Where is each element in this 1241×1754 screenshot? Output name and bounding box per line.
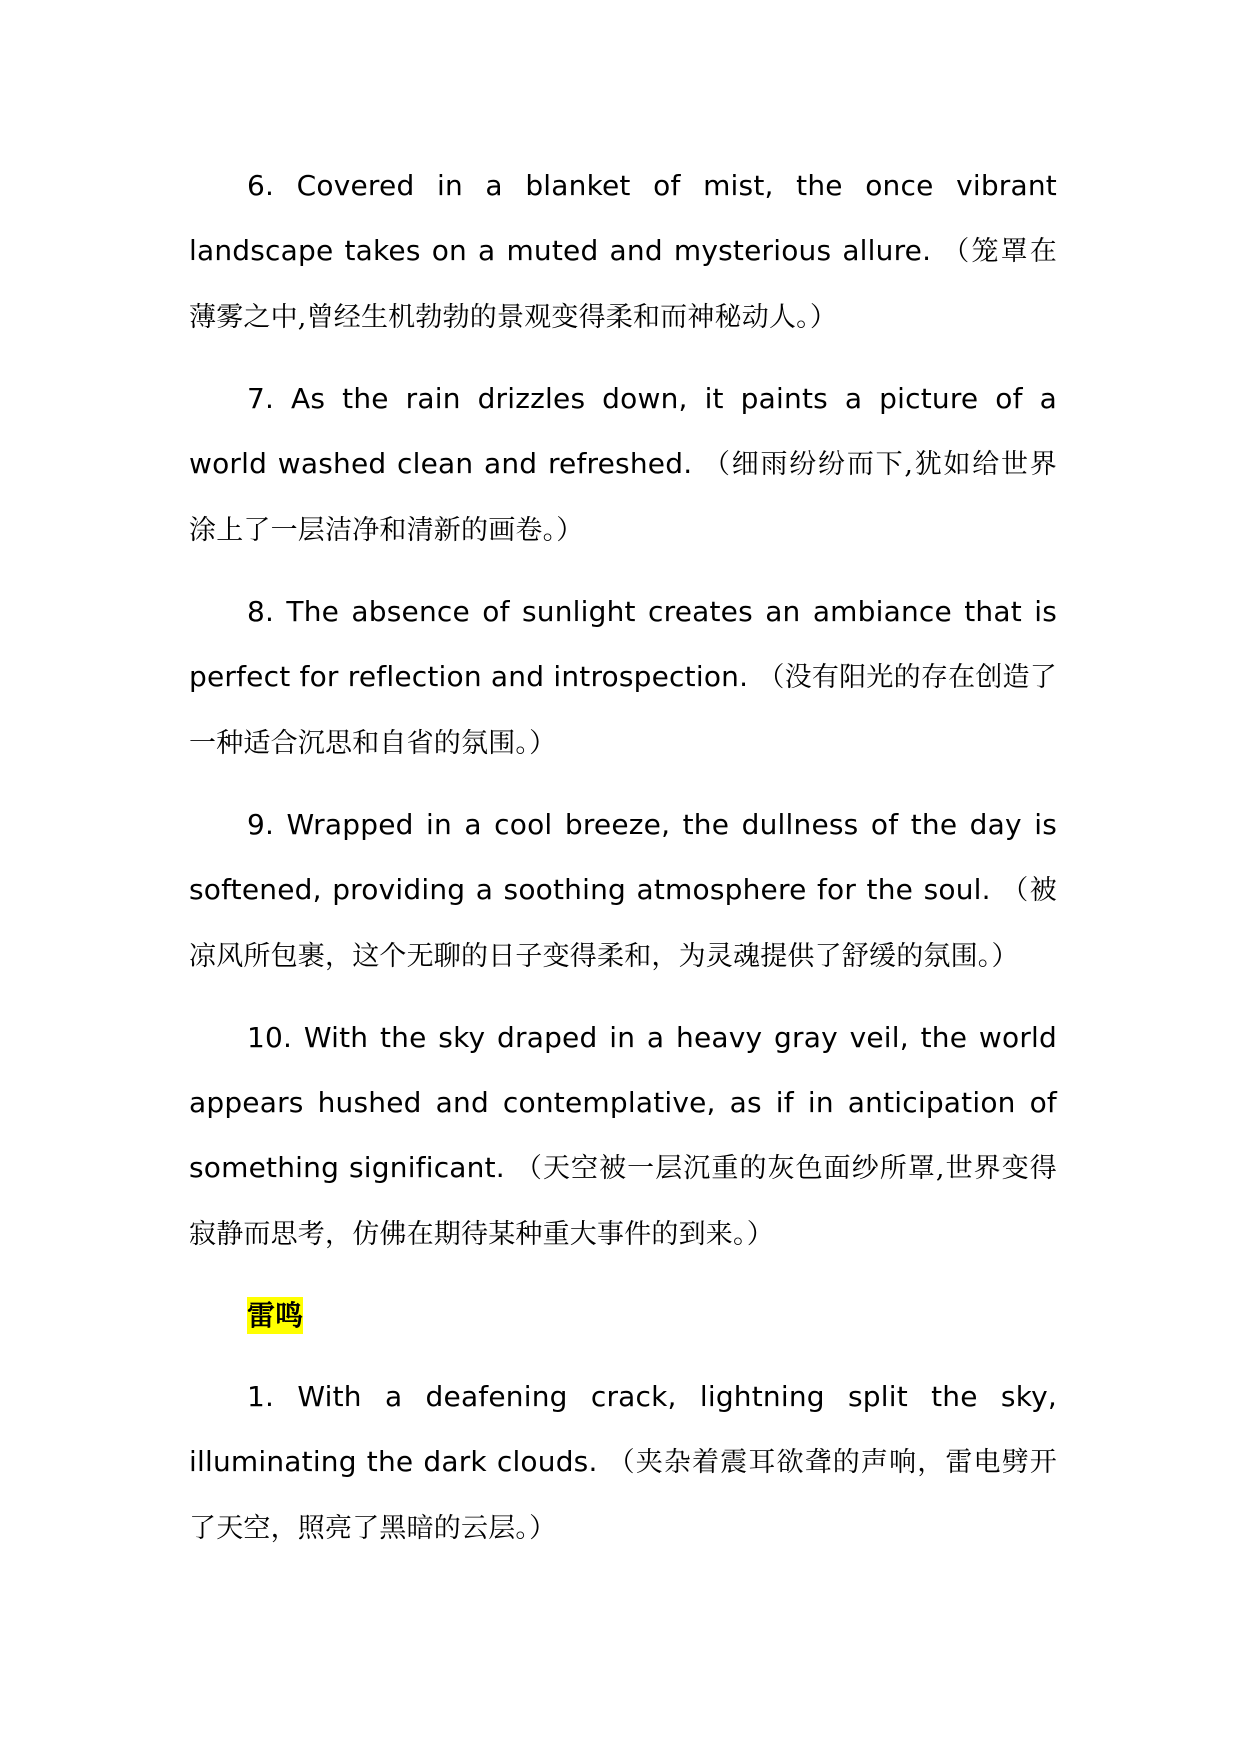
sentence-8-english: 8. The absence of sunlight creates an ambiance that is perfect for reflection and introspection.: [189, 595, 1057, 693]
section-heading: [189, 1283, 1057, 1348]
document-page: [189, 153, 1057, 1577]
sentence-7-english: 7. As the rain drizzles down, it paints a picture of a world washed clean and refreshed.: [189, 382, 1057, 480]
sentence-10: [189, 1005, 1057, 1267]
sentence-6: [189, 153, 1057, 350]
sentence-7-chinese: （细雨纷纷而下,犹如给世界涂上了一层洁净和清新的画卷。）: [189, 449, 1057, 546]
sentence-8-chinese: （没有阳光的存在创造了一种适合沉思和自省的氛围。）: [189, 662, 1058, 759]
sentence-6-english: 6. Covered in a blanket of mist, the once vibrant landscape takes on a muted and mysterious allure.: [189, 169, 1057, 267]
thunder-sentence-1: [189, 1364, 1057, 1561]
thunder-sentence-1-chinese: （夹杂着震耳欲聋的声响，雷电劈开了天空，照亮了黑暗的云层。）: [189, 1447, 1057, 1544]
sentence-6-chinese: （笼罩在薄雾之中,曾经生机勃勃的景观变得柔和而神秘动人。）: [189, 236, 1057, 333]
sentence-9-chinese: （被凉风所包裹，这个无聊的日子变得柔和，为灵魂提供了舒缓的氛围。）: [189, 875, 1057, 972]
sentence-9: [189, 792, 1057, 989]
sentence-9-english: 9. Wrapped in a cool breeze, the dullness of the day is softened, providing a soothing atmosphere for the soul.: [189, 808, 1057, 906]
sentence-8: [189, 579, 1057, 776]
sentence-7: [189, 366, 1057, 563]
sentence-10-english: 10. With the sky draped in a heavy gray veil, the world appears hushed and contemplative, as if in anticipation of something significant.: [189, 1021, 1057, 1184]
section-heading-highlight: 雷鸣: [247, 1299, 304, 1332]
thunder-sentence-1-english: 1. With a deafening crack, lightning split the sky, illuminating the dark clouds.: [189, 1380, 1057, 1478]
sentence-10-chinese: （天空被一层沉重的灰色面纱所罩,世界变得寂静而思考，仿佛在期待某种重大事件的到来。）: [189, 1153, 1057, 1250]
